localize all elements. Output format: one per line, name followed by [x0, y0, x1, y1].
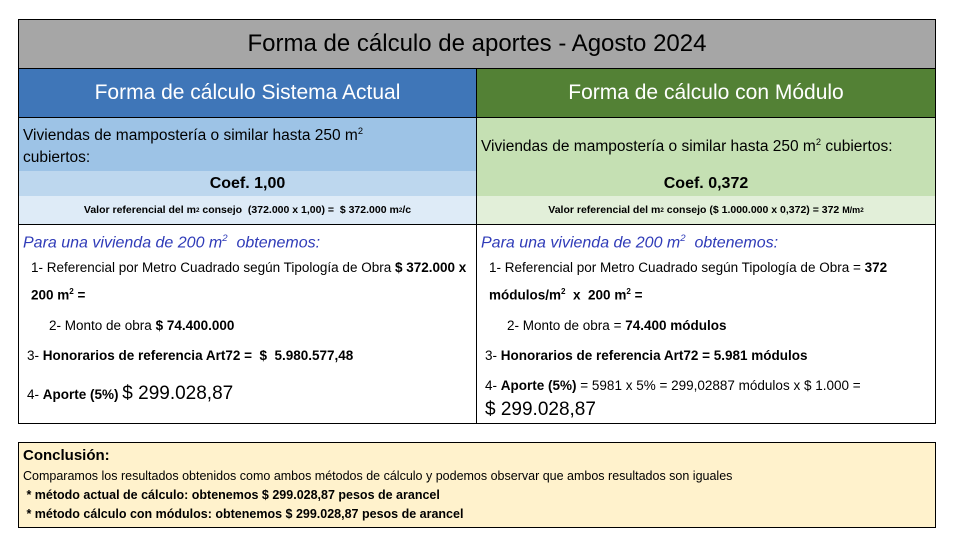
right-step-1: 1- Referencial por Metro Cuadrado según Tipología de Obra = 372 módulos/$m^2$ x 200 $m^2$ = [489, 260, 888, 303]
left-intro: Para una vivienda de 200 $m^2$ obtenemos: [23, 233, 321, 252]
right-step-4-total: $ 299.028,87 [485, 398, 596, 420]
conclusion-text: Comparamos los resultados obtenidos como ambos métodos de cálculo y podemos observar que ambos resultados son iguales [23, 469, 733, 483]
left-coefficient: Coef. 1,00 [19, 171, 476, 196]
calculation-table [18, 19, 936, 424]
left-header: Forma de cálculo Sistema Actual [19, 69, 476, 118]
left-description: Viviendas de mampostería o similar hasta 250 $m^2$ cubiertos: [19, 118, 476, 171]
left-step-1: 1- Referencial por Metro Cuadrado según Tipología de Obra $ 372.000 x 200 $m^2$ = [31, 260, 467, 303]
right-coefficient: Coef. 0,372 [477, 171, 935, 196]
left-body [19, 225, 476, 424]
left-reference-value: Valor referencial del m 2 consejo (372.000 x 1,00) = $ 372.000 m 2 /c [19, 196, 476, 225]
table-title: Forma de cálculo de aportes - Agosto 2024 [19, 20, 935, 69]
conclusion-heading: Conclusión: [23, 447, 110, 464]
left-step-4: 4- Aporte (5%) $ 299.028,87 [27, 382, 234, 404]
right-reference-value: Valor referencial del m 2 consejo ($ 1.000.000 x 0,372) = 372 M/m 2 [477, 196, 935, 225]
right-step-4: 4- Aporte (5%) = 5981 x 5% = 299,02887 módulos x $ 1.000 = [485, 377, 861, 393]
right-step-3: 3- Honorarios de referencia Art72 = 5.981 módulos [485, 347, 808, 363]
conclusion-box [18, 442, 936, 528]
columns [19, 69, 935, 424]
conclusion-item-current: * método actual de cálculo: obtenemos $ 299.028,87 pesos de arancel [23, 488, 440, 502]
right-description: Viviendas de mampostería o similar hasta 250 $m^2$ cubiertos: [477, 118, 935, 171]
right-intro: Para una vivienda de 200 $m^2$ obtenemos: [481, 233, 779, 252]
conclusion-item-modules: * método cálculo con módulos: obtenemos $ 299.028,87 pesos de arancel [23, 507, 464, 521]
right-column [477, 69, 935, 424]
left-column [19, 69, 477, 424]
right-step-2: 2- Monto de obra = 74.400 módulos [507, 317, 727, 333]
right-header: Forma de cálculo con Módulo [477, 69, 935, 118]
right-body [477, 225, 935, 424]
left-step-3: 3- Honorarios de referencia Art72 = $ 5.980.577,48 [27, 347, 354, 363]
left-step-2: 2- Monto de obra $ 74.400.000 [49, 317, 235, 333]
